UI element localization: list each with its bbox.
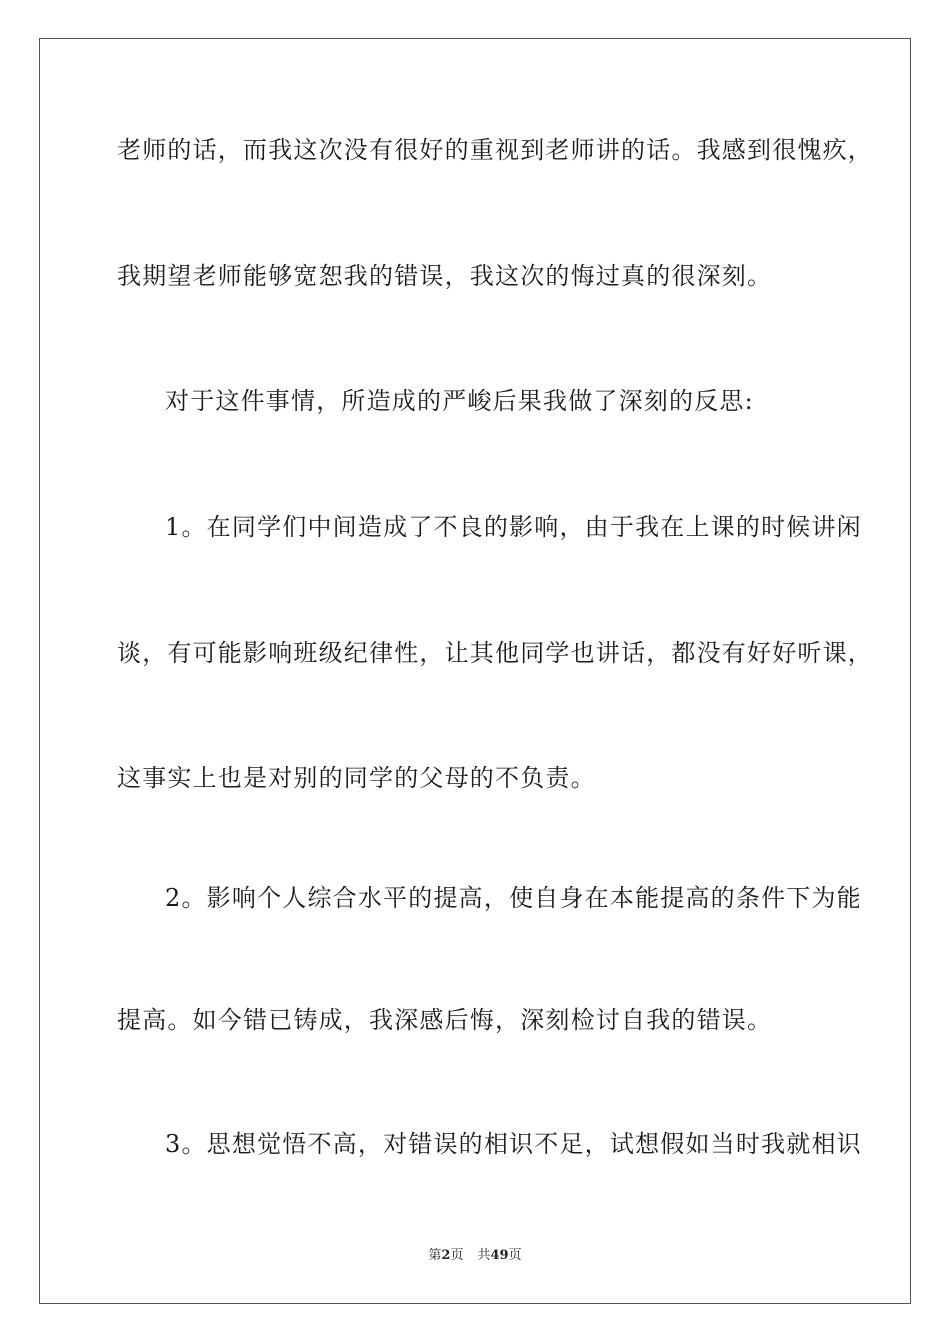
body-text-line-9: 3。思想觉悟不高，对错误的相识不足，试想假如当时我就相识 (165, 1130, 862, 1158)
body-text-line-2: 我期望老师能够宽恕我的错误，我这次的悔过真的很深刻。 (117, 262, 773, 290)
footer-page-suffix: 页 (450, 1248, 464, 1263)
footer-total-number: 49 (490, 1248, 509, 1263)
body-text-line-1: 老师的话，而我这次没有很好的重视到老师讲的话。我感到很愧疚， (117, 136, 873, 164)
body-text-line-3: 对于这件事情，所造成的严峻后果我做了深刻的反思: (165, 387, 754, 415)
page-footer (0, 1248, 950, 1264)
body-text-line-7: 2。影响个人综合水平的提高，使自身在本能提高的条件下为能 (165, 884, 862, 912)
body-text-line-6: 这事实上也是对别的同学的父母的不负责。 (117, 764, 596, 792)
footer-total-prefix: 共 (477, 1248, 491, 1263)
body-text-line-5: 谈，有可能影响班级纪律性，让其他同学也讲话，都没有好好听课， (117, 639, 873, 667)
footer-total-suffix: 页 (508, 1248, 522, 1263)
footer-page-number: 2 (441, 1248, 451, 1263)
page-border (39, 38, 911, 1304)
footer-page-prefix: 第 (428, 1248, 442, 1263)
body-text-line-8: 提高。如今错已铸成，我深感后悔，深刻检讨自我的错误。 (117, 1006, 773, 1034)
body-text-line-4: 1。在同学们中间造成了不良的影响，由于我在上课的时候讲闲 (165, 513, 862, 541)
